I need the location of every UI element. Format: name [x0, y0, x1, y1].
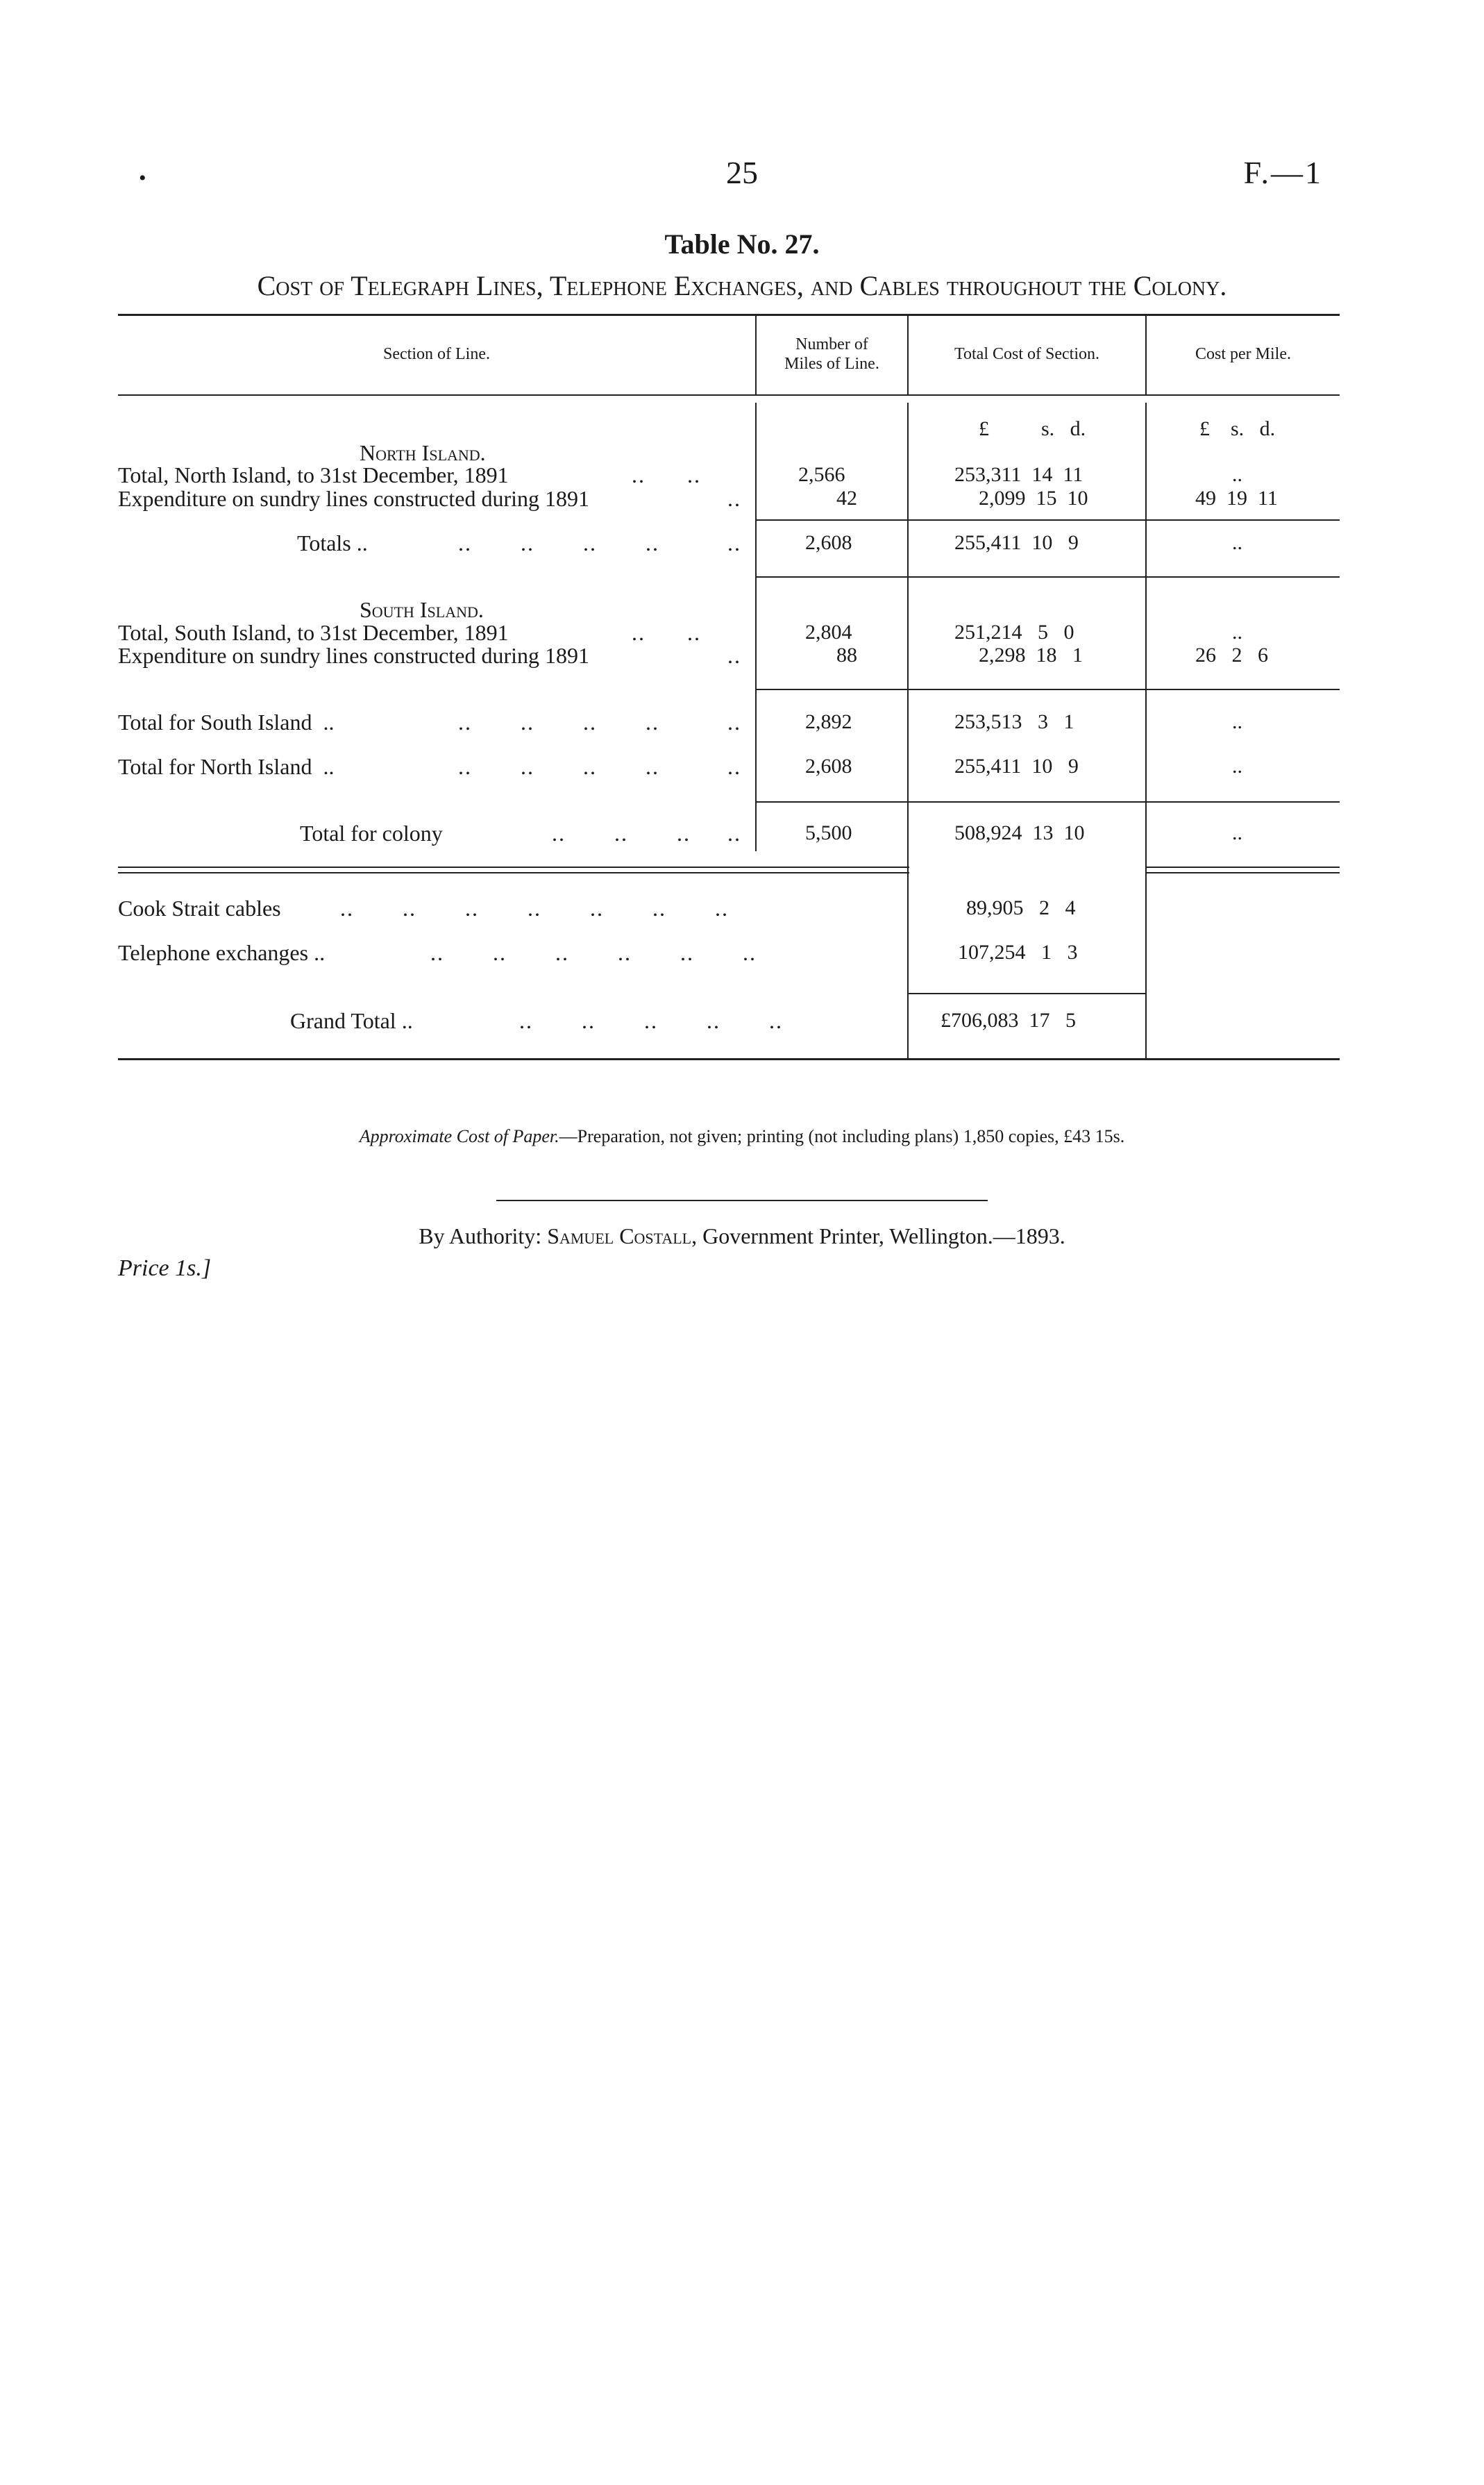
north-section-rule	[755, 576, 1340, 578]
col-rule-3-body	[1145, 403, 1147, 1059]
colony-double-rule-4	[1145, 872, 1340, 873]
exchanges-dots: .. .. .. .. .. ..	[430, 940, 757, 965]
south-row1-dots: .. ..	[632, 620, 701, 645]
south-row2-per-mile: 26 2 6	[1195, 644, 1268, 667]
north-row1-cost: 253,311 14 11	[954, 463, 1084, 486]
grand-total-label: Grand Total ..	[290, 1008, 413, 1033]
north-row1-miles: 2,566	[798, 463, 845, 486]
total-colony-cost: 508,924 13 10	[954, 821, 1085, 844]
total-colony-miles: 5,500	[805, 821, 852, 844]
price-note: Price 1s.]	[118, 1255, 212, 1281]
north-row1-dots: .. ..	[632, 462, 701, 487]
grand-total-dots: .. .. .. .. ..	[519, 1008, 783, 1033]
cables-dots: .. .. .. .. .. .. ..	[340, 896, 729, 921]
units-cost: £ s. d.	[979, 417, 1086, 440]
total-colony-label: Total for colony	[300, 821, 443, 846]
colony-double-rule-3	[1145, 867, 1340, 868]
colony-double-rule-2	[118, 872, 909, 873]
grand-total-rule	[907, 993, 1147, 994]
table-top-rule	[118, 314, 1340, 316]
series-code: F.—1	[1243, 155, 1323, 190]
paper-cost-label: Approximate Cost of Paper.	[359, 1126, 559, 1146]
south-row1-cost: 251,214 5 0	[954, 621, 1074, 644]
table-subtitle: Cost of Telegraph Lines, Telephone Exchanges, and Cables throughout the Colony.	[257, 270, 1227, 301]
colony-double-rule-1	[118, 867, 909, 868]
table-title: Table No. 27.	[664, 228, 820, 260]
total-north-dots: .. .. .. ..	[458, 754, 659, 779]
col-rule-1-body	[755, 403, 757, 851]
north-totals-per-mile: ..	[1232, 531, 1242, 554]
units-per-mile: £ s. d.	[1199, 417, 1276, 440]
header-miles-line2: Miles of Line.	[784, 355, 879, 373]
total-colony-dots: .. .. ..	[552, 821, 691, 846]
total-south-dots-end: ..	[727, 710, 741, 735]
col-rule-2-body	[907, 403, 909, 1059]
south-row2-dots: ..	[727, 643, 741, 668]
cables-cost: 89,905 2 4	[966, 896, 1076, 919]
total-north-cost: 255,411 10 9	[954, 755, 1079, 778]
margin-mark: •	[139, 167, 146, 190]
north-subtotal-rule	[755, 519, 1340, 521]
north-island-heading: North Island.	[360, 440, 486, 465]
south-row1-label: Total, South Island, to 31st December, 1891	[118, 620, 509, 645]
north-row2-cost: 2,099 15 10	[979, 487, 1088, 510]
authority-rule	[496, 1200, 988, 1201]
north-totals-miles: 2,608	[805, 531, 852, 554]
header-bottom-rule	[118, 394, 1340, 396]
grand-total-cost: £706,083 17 5	[941, 1009, 1076, 1032]
total-south-miles: 2,892	[805, 710, 852, 733]
north-row2-dots: ..	[727, 486, 741, 511]
north-totals-label: Totals ..	[297, 530, 368, 555]
header-per-mile: Cost per Mile.	[1195, 345, 1291, 363]
printer-name: Samuel Costall	[547, 1223, 692, 1248]
north-totals-dots-end: ..	[727, 530, 741, 555]
exchanges-label: Telephone exchanges ..	[118, 940, 326, 965]
header-total-cost: Total Cost of Section.	[954, 345, 1099, 363]
paper-cost-text: —Preparation, not given; printing (not including plans) 1,850 copies, £43 15s.	[559, 1126, 1125, 1146]
authority-prefix: By Authority:	[419, 1223, 548, 1248]
south-row2-miles: 88	[836, 644, 857, 667]
exchanges-cost: 107,254 1 3	[958, 941, 1078, 964]
total-north-label: Total for North Island ..	[118, 754, 335, 779]
total-south-label: Total for South Island ..	[118, 710, 335, 735]
total-north-dots-end: ..	[727, 754, 741, 779]
islands-total-rule	[755, 801, 1340, 803]
total-south-cost: 253,513 3 1	[954, 710, 1074, 733]
total-north-miles: 2,608	[805, 755, 852, 778]
header-miles	[757, 335, 907, 374]
authority-line	[0, 1223, 1484, 1249]
paper-cost-note	[0, 1126, 1484, 1147]
north-row2-miles: 42	[836, 487, 857, 510]
south-row1-per-mile: ..	[1232, 621, 1242, 644]
north-row1-per-mile: ..	[1232, 463, 1242, 486]
total-south-dots: .. .. .. ..	[458, 710, 659, 735]
north-totals-cost: 255,411 10 9	[954, 531, 1079, 554]
south-island-heading: South Island.	[360, 597, 484, 622]
total-colony-per-mile: ..	[1232, 821, 1242, 844]
total-colony-dots-end: ..	[727, 821, 741, 846]
cables-label: Cook Strait cables	[118, 896, 281, 921]
south-row2-cost: 2,298 18 1	[979, 644, 1083, 667]
header-miles-line1: Number of	[795, 335, 868, 353]
north-totals-dots: .. .. .. ..	[458, 530, 659, 555]
page-number: 25	[726, 155, 758, 190]
north-row2-per-mile: 49 19 11	[1195, 487, 1278, 510]
total-north-per-mile: ..	[1232, 755, 1242, 778]
authority-suffix: , Government Printer, Wellington.—1893.	[691, 1223, 1065, 1248]
south-row2-label: Expenditure on sundry lines constructed during 1891	[118, 643, 589, 668]
total-south-per-mile: ..	[1232, 710, 1242, 733]
table-bottom-rule	[118, 1058, 1340, 1060]
south-section-rule	[755, 689, 1340, 690]
north-row2-label: Expenditure on sundry lines constructed during 1891	[118, 486, 589, 511]
north-row1-label: Total, North Island, to 31st December, 1891	[118, 462, 509, 487]
south-row1-miles: 2,804	[805, 621, 852, 644]
header-section: Section of Line.	[383, 345, 490, 363]
